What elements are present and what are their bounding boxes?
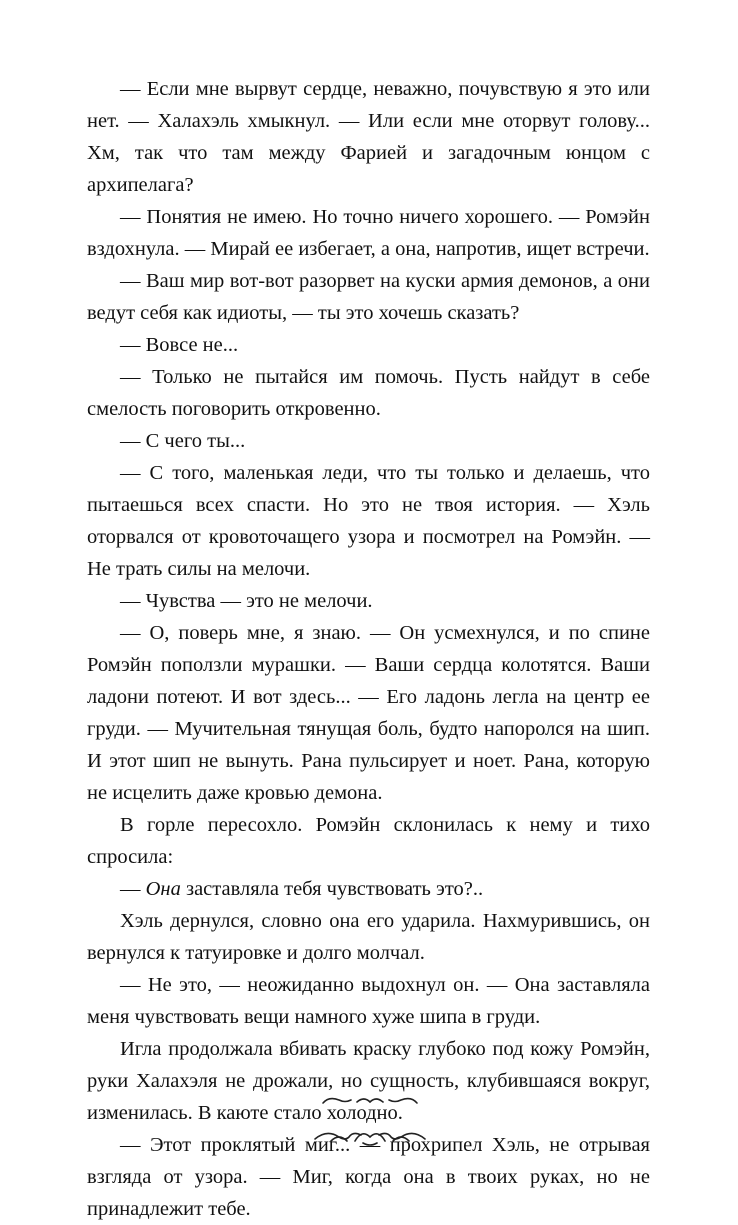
scroll-ornament-icon [309,1093,431,1149]
italic-emphasis: Она [145,878,181,900]
dash-prefix: — [120,878,146,900]
paragraph-11 [87,873,650,905]
paragraph-4: — Вовсе не... [120,334,239,356]
paragraph-9: — О, поверь мне, я знаю. — Он усмехнулся, и по спине Ромэйн поползли мурашки. — Ваши сердца колотятся. Ваши ладони потеют. И вот здесь... — Его ладонь легла на центр ее груди. — Мучительная тянущая боль, будто напоролся на шип. И этот шип не вынуть. Рана пульсирует и ноет. Рана, которую не исцелить даже кровью демона. [87,622,650,804]
paragraph-6: — С чего ты... [120,430,246,452]
body-text [87,73,650,1225]
paragraph-3: — Ваш мир вот-вот разорвет на куски армия демонов, а они ведут себя как идиоты, — ты это хочешь сказать? [87,270,650,324]
paragraph-13: — Не это, — неожиданно выдохнул он. — Она заставляла меня чувствовать вещи намного хуже шипа в груди. [87,974,650,1028]
paragraph-12: Хэль дернулся, словно она его ударила. Нахмурившись, он вернулся к татуировке и долго молчал. [87,910,650,964]
paragraph-10: В горле пересохло. Ромэйн склонилась к нему и тихо спросила: [87,814,650,868]
paragraph-5: — Только не пытайся им помочь. Пусть найдут в себе смелость поговорить откровенно. [87,366,650,420]
paragraph-15: — Этот проклятый миг... — прохрипел Хэль, не отрывая взгляда от узора. — Миг, когда она в твоих руках, но не принадлежит тебе. [87,1134,650,1220]
paragraph-14: Игла продолжала вбивать краску глубоко под кожу Ромэйн, руки Халахэля не дрожали, но сущность, клубившаяся вокруг, изменилась. В каюте стало холодно. [87,1038,650,1124]
paragraph-1: — Если мне вырвут сердце, неважно, почувствую я это или нет. — Халахэль хмыкнул. — Или если мне оторвут голову... Хм, так что там между Фарией и загадочным юнцом с архипелага? [87,78,650,196]
paragraph-11-rest: заставляла тебя чувствовать это?.. [180,878,484,900]
paragraph-8: — Чувства — это не мелочи. [120,590,373,612]
paragraph-2: — Понятия не имею. Но точно ничего хорошего. — Ромэйн вздохнула. — Мирай ее избегает, а она, напротив, ищет встречи. [87,206,650,260]
paragraph-7: — С того, маленькая леди, что ты только и делаешь, что пытаешься всех спасти. Но это не твоя история. — Хэль оторвался от кровоточащего узора и посмотрел на Ромэйн. — Не трать силы на мелочи. [87,462,650,580]
